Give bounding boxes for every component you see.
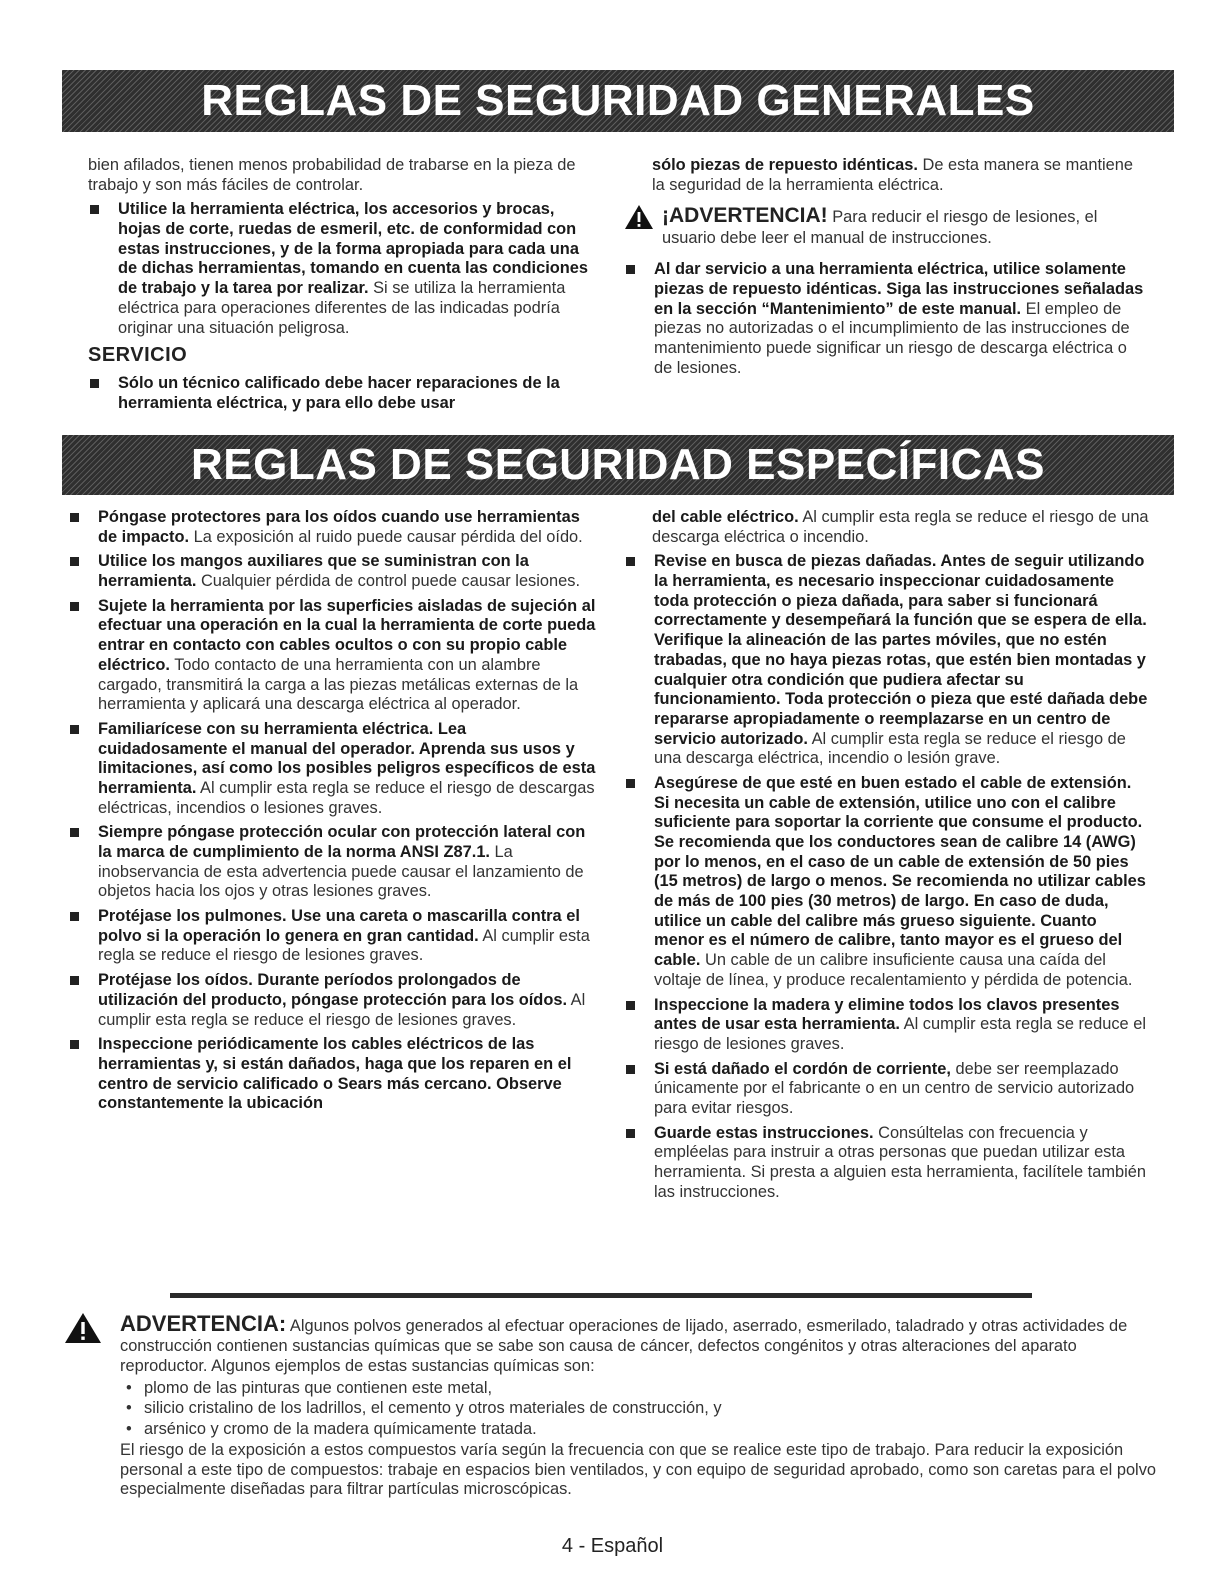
bullet-square-icon: [626, 1129, 635, 1138]
bullet-square-icon: [70, 912, 79, 921]
rule-text: La inobservancia de esta advertencia puede causar el lanzamiento de objetos hacia los ojos y otras lesiones graves.: [98, 843, 584, 901]
bullet-square-icon: [70, 1040, 79, 1049]
list-item: [624, 1060, 1149, 1119]
rule-text: Al cumplir esta regla se reduce el riesgo de lesiones graves.: [654, 1015, 1146, 1053]
manual-warning: [624, 203, 1144, 248]
rule-bold-text: Sólo un técnico calificado debe hacer reparaciones de la herramienta eléctrica, y para ello debe usar: [118, 374, 560, 412]
bullet-square-icon: [70, 557, 79, 566]
rule-text: Al cumplir esta regla se reduce el riesgo de lesiones graves.: [98, 990, 586, 1029]
rule-text: Al cumplir esta regla se reduce el riesgo de una descarga eléctrica o incendio.: [652, 508, 1149, 546]
rule-text: Consúltelas con frecuencia y empléelas para instruir a otras personas que puedan utilizar esta herramienta. Si presta a alguien esta herramienta, facilítele también las instrucciones.: [654, 1123, 1146, 1201]
warning-intro: [120, 1311, 1164, 1377]
list-item: • silicio cristalino de los ladrillos, el cemento y otros materiales de construcción, y: [120, 1399, 1164, 1419]
list-item: • plomo de las pinturas que contienen este metal,: [120, 1379, 1164, 1399]
rule-bold-text: Revise en busca de piezas dañadas. Antes de seguir utilizando la herramienta, es necesario inspeccionar cuidadosamente toda protección o pieza dañada, para saber si funcionará correctamente y desempeñará la función que se espera de ella. Verifique la alineación de las partes móviles, que no estén trabadas, que no haya piezas rotas, que estén bien montadas y cualquier otra condición que pudiera afectar su funcionamiento. Toda protección o pieza que esté dañada debe repararse apropiadamente o reemplazarse en un centro de servicio autorizado.: [654, 552, 1148, 748]
rule-text: Todo contacto de una herramienta con un alambre cargado, transmitirá la carga a las piezas metálicas externas de la herramienta y aplicará una descarga eléctrica al operador.: [98, 655, 579, 714]
rule-bold-text: sólo piezas de repuesto idénticas.: [652, 156, 918, 174]
bullet-square-icon: [70, 828, 79, 837]
warning-title: ADVERTENCIA:: [120, 1311, 287, 1336]
general-right-continuation: [624, 156, 1144, 195]
rule-bold-text: Protéjase los oídos. Durante períodos prolongados de utilización del producto, póngase protección para los oídos.: [98, 971, 568, 1009]
list-item: [68, 552, 598, 591]
bullet-square-icon: [626, 779, 635, 788]
rule-bold-text: Asegúrese de que esté en buen estado el cable de extensión. Si necesita un cable de extensión, utilice uno con el calibre suficiente para soportar la corriente que consume el producto. Se recomienda que los conductores sean de calibre 14 (AWG) por lo menos, en el caso de un cable de extensión de 50 pies (15 metros) de largo o menos. Se recomienda no utilizar cables de más de 100 pies (30 metros) de largo. En caso de duda, utilice un cable del calibre más grueso siguiente. Cuanto menor es el número de calibre, tanto mayor es el grueso del cable.: [654, 773, 1146, 970]
general-left-continuation: bien afilados, tienen menos probabilidad de trabarse en la pieza de trabajo y son más fáciles de controlar.: [88, 156, 576, 194]
bullet-square-icon: [626, 1065, 635, 1074]
rule-bold-text: Utilice la herramienta eléctrica, los accesorios y brocas, hojas de corte, ruedas de esmeril, etc. de conformidad con estas instrucciones, y de la forma apropiada para cada una de dichas herramientas, tomando en cuenta las condiciones de trabajo y la tarea por realizar.: [118, 200, 588, 298]
specific-rules-banner: [62, 435, 1174, 495]
rule-bold-text: Siempre póngase protección ocular con protección lateral con la marca de cumplimiento de la norma ANSI Z87.1.: [98, 823, 586, 861]
bullet-square-icon: [626, 557, 635, 566]
specific-right-column: [624, 508, 1149, 1207]
rule-text: De esta manera se mantiene la seguridad de la herramienta eléctrica.: [652, 156, 1133, 194]
list-item: [624, 996, 1149, 1055]
warning-text: Para reducir el riesgo de lesiones, el usuario debe leer el manual de instrucciones.: [662, 208, 1098, 247]
warning-triangle-icon: [64, 1312, 102, 1344]
bullet-square-icon: [626, 1001, 635, 1010]
chemical-dust-warning: [64, 1311, 1164, 1502]
list-item: [624, 1124, 1149, 1203]
rule-text: debe ser reemplazado únicamente por el fabricante o en un centro de servicio autorizado para evitar riesgos.: [654, 1059, 1135, 1117]
list-item: • arsénico y cromo de la madera químicamente tratada.: [120, 1420, 1164, 1440]
bullet-square-icon: [90, 205, 99, 214]
list-item: [68, 508, 598, 547]
list-item: [68, 1035, 598, 1114]
bullet-square-icon: [626, 265, 635, 274]
list-item: [88, 374, 593, 413]
rule-bold-text: Inspeccione la madera y elimine todos los clavos presentes antes de usar esta herramienta.: [654, 995, 1120, 1034]
rule-bold-text: Utilice los mangos auxiliares que se suministran con la herramienta.: [98, 552, 529, 591]
bullet-square-icon: [90, 379, 99, 388]
rule-text: Si se utiliza la herramienta eléctrica para operaciones diferentes de las indicadas podría originar una situación peligrosa.: [118, 279, 566, 337]
rule-bold-text: Al dar servicio a una herramienta eléctrica, utilice solamente piezas de repuesto idénticas. Siga las instrucciones señaladas en la sección “Mantenimiento” de este manual.: [654, 260, 1144, 318]
rule-bold-text: Sujete la herramienta por las superficies aisladas de sujeción al efectuar una operación en la cual la herramienta de corte pueda entrar en contacto con cables ocultos o con su propio cable eléctrico.: [98, 596, 596, 674]
rule-bold-text: Familiarícese con su herramienta eléctrica. Lea cuidadosamente el manual del operador. Aprenda sus usos y limitaciones, así como los posibles peligros específicos de esta herramienta.: [98, 719, 596, 797]
general-right-column: [624, 156, 1144, 383]
service-section-title: SERVICIO: [88, 344, 188, 367]
list-item: [88, 200, 593, 338]
list-item: [68, 720, 598, 818]
page-number: 4 - Español: [561, 1535, 664, 1557]
bullet-square-icon: [70, 725, 79, 734]
rule-bold-text: Guarde estas instrucciones.: [654, 1123, 874, 1142]
rule-bold-text: Inspeccione periódicamente los cables eléctricos de las herramientas y, si están dañados, haga que los reparen en el centro de servicio calificado o Sears más cercano. Observe constantemente la ubicación: [98, 1035, 572, 1113]
warning-triangle-icon: [624, 204, 654, 230]
specific-right-continuation: [624, 508, 1149, 547]
rule-bold-text: del cable eléctrico.: [652, 508, 799, 526]
rule-text: Al cumplir esta regla se reduce el riesgo de una descarga eléctrica, incendio o lesión grave.: [654, 729, 1126, 768]
divider-rule: [170, 1293, 1032, 1298]
rule-bold-text: Protéjase los pulmones. Use una careta o mascarilla contra el polvo si la operación lo genera en gran cantidad.: [98, 907, 580, 945]
rule-text: Un cable de un calibre insuficiente causa una caída del voltaje de línea, y produce recalentamiento y pérdida de potencia.: [654, 951, 1133, 989]
list-item: [68, 907, 598, 966]
list-item: [68, 823, 598, 902]
list-item: [68, 971, 598, 1030]
list-item: [624, 260, 1144, 378]
bullet-square-icon: [70, 976, 79, 985]
specific-rules-heading: REGLAS DE SEGURIDAD ESPECÍFICAS: [190, 439, 1046, 489]
rule-text: Cualquier pérdida de control puede causar lesiones.: [196, 572, 580, 591]
rule-text: El empleo de piezas no autorizadas o el incumplimiento de las instrucciones de mantenimiento puede significar un riesgo de descarga eléctrica o de lesiones.: [654, 299, 1130, 377]
list-item: [68, 597, 598, 715]
rule-bold-text: Póngase protectores para los oídos cuando use herramientas de impacto.: [98, 508, 580, 546]
list-item: [624, 774, 1149, 991]
list-item: [624, 552, 1149, 769]
general-left-column: [88, 156, 593, 419]
rule-bold-text: Si está dañado el cordón de corriente,: [654, 1059, 951, 1078]
general-rules-heading: REGLAS DE SEGURIDAD GENERALES: [201, 75, 1035, 125]
warning-title: ¡ADVERTENCIA!: [662, 204, 828, 228]
rule-text: Al cumplir esta regla se reduce el riesgo de lesiones graves.: [98, 926, 590, 965]
rule-text: La exposición al ruido puede causar pérdida del oído.: [189, 527, 583, 546]
warning-closing: El riesgo de la exposición a estos compuestos varía según la frecuencia con que se realice este tipo de trabajo. Para reducir la exposición personal a este tipo de compuestos: trabaje en espacios bien ventilados, y con equipo de seguridad aprobado, como son caretas para el polvo especialmente diseñadas para filtrar partículas microscópicas.: [120, 1440, 1157, 1499]
bullet-square-icon: [70, 513, 79, 522]
rule-text: Al cumplir esta regla se reduce el riesgo de descargas eléctricas, incendios o lesiones graves.: [98, 778, 595, 817]
warning-text: Algunos polvos generados al efectuar operaciones de lijado, aserrado, esmerilado, taladrado y otras actividades de construcción contienen sustancias químicas que se sabe son causa de cáncer, defectos congénitos y otras alteraciones del aparato reproductor. Algunos ejemplos de estas sustancias químicas son:: [120, 1317, 1128, 1376]
bullet-square-icon: [70, 602, 79, 611]
specific-left-column: [68, 508, 598, 1119]
general-rules-banner: [62, 70, 1174, 132]
